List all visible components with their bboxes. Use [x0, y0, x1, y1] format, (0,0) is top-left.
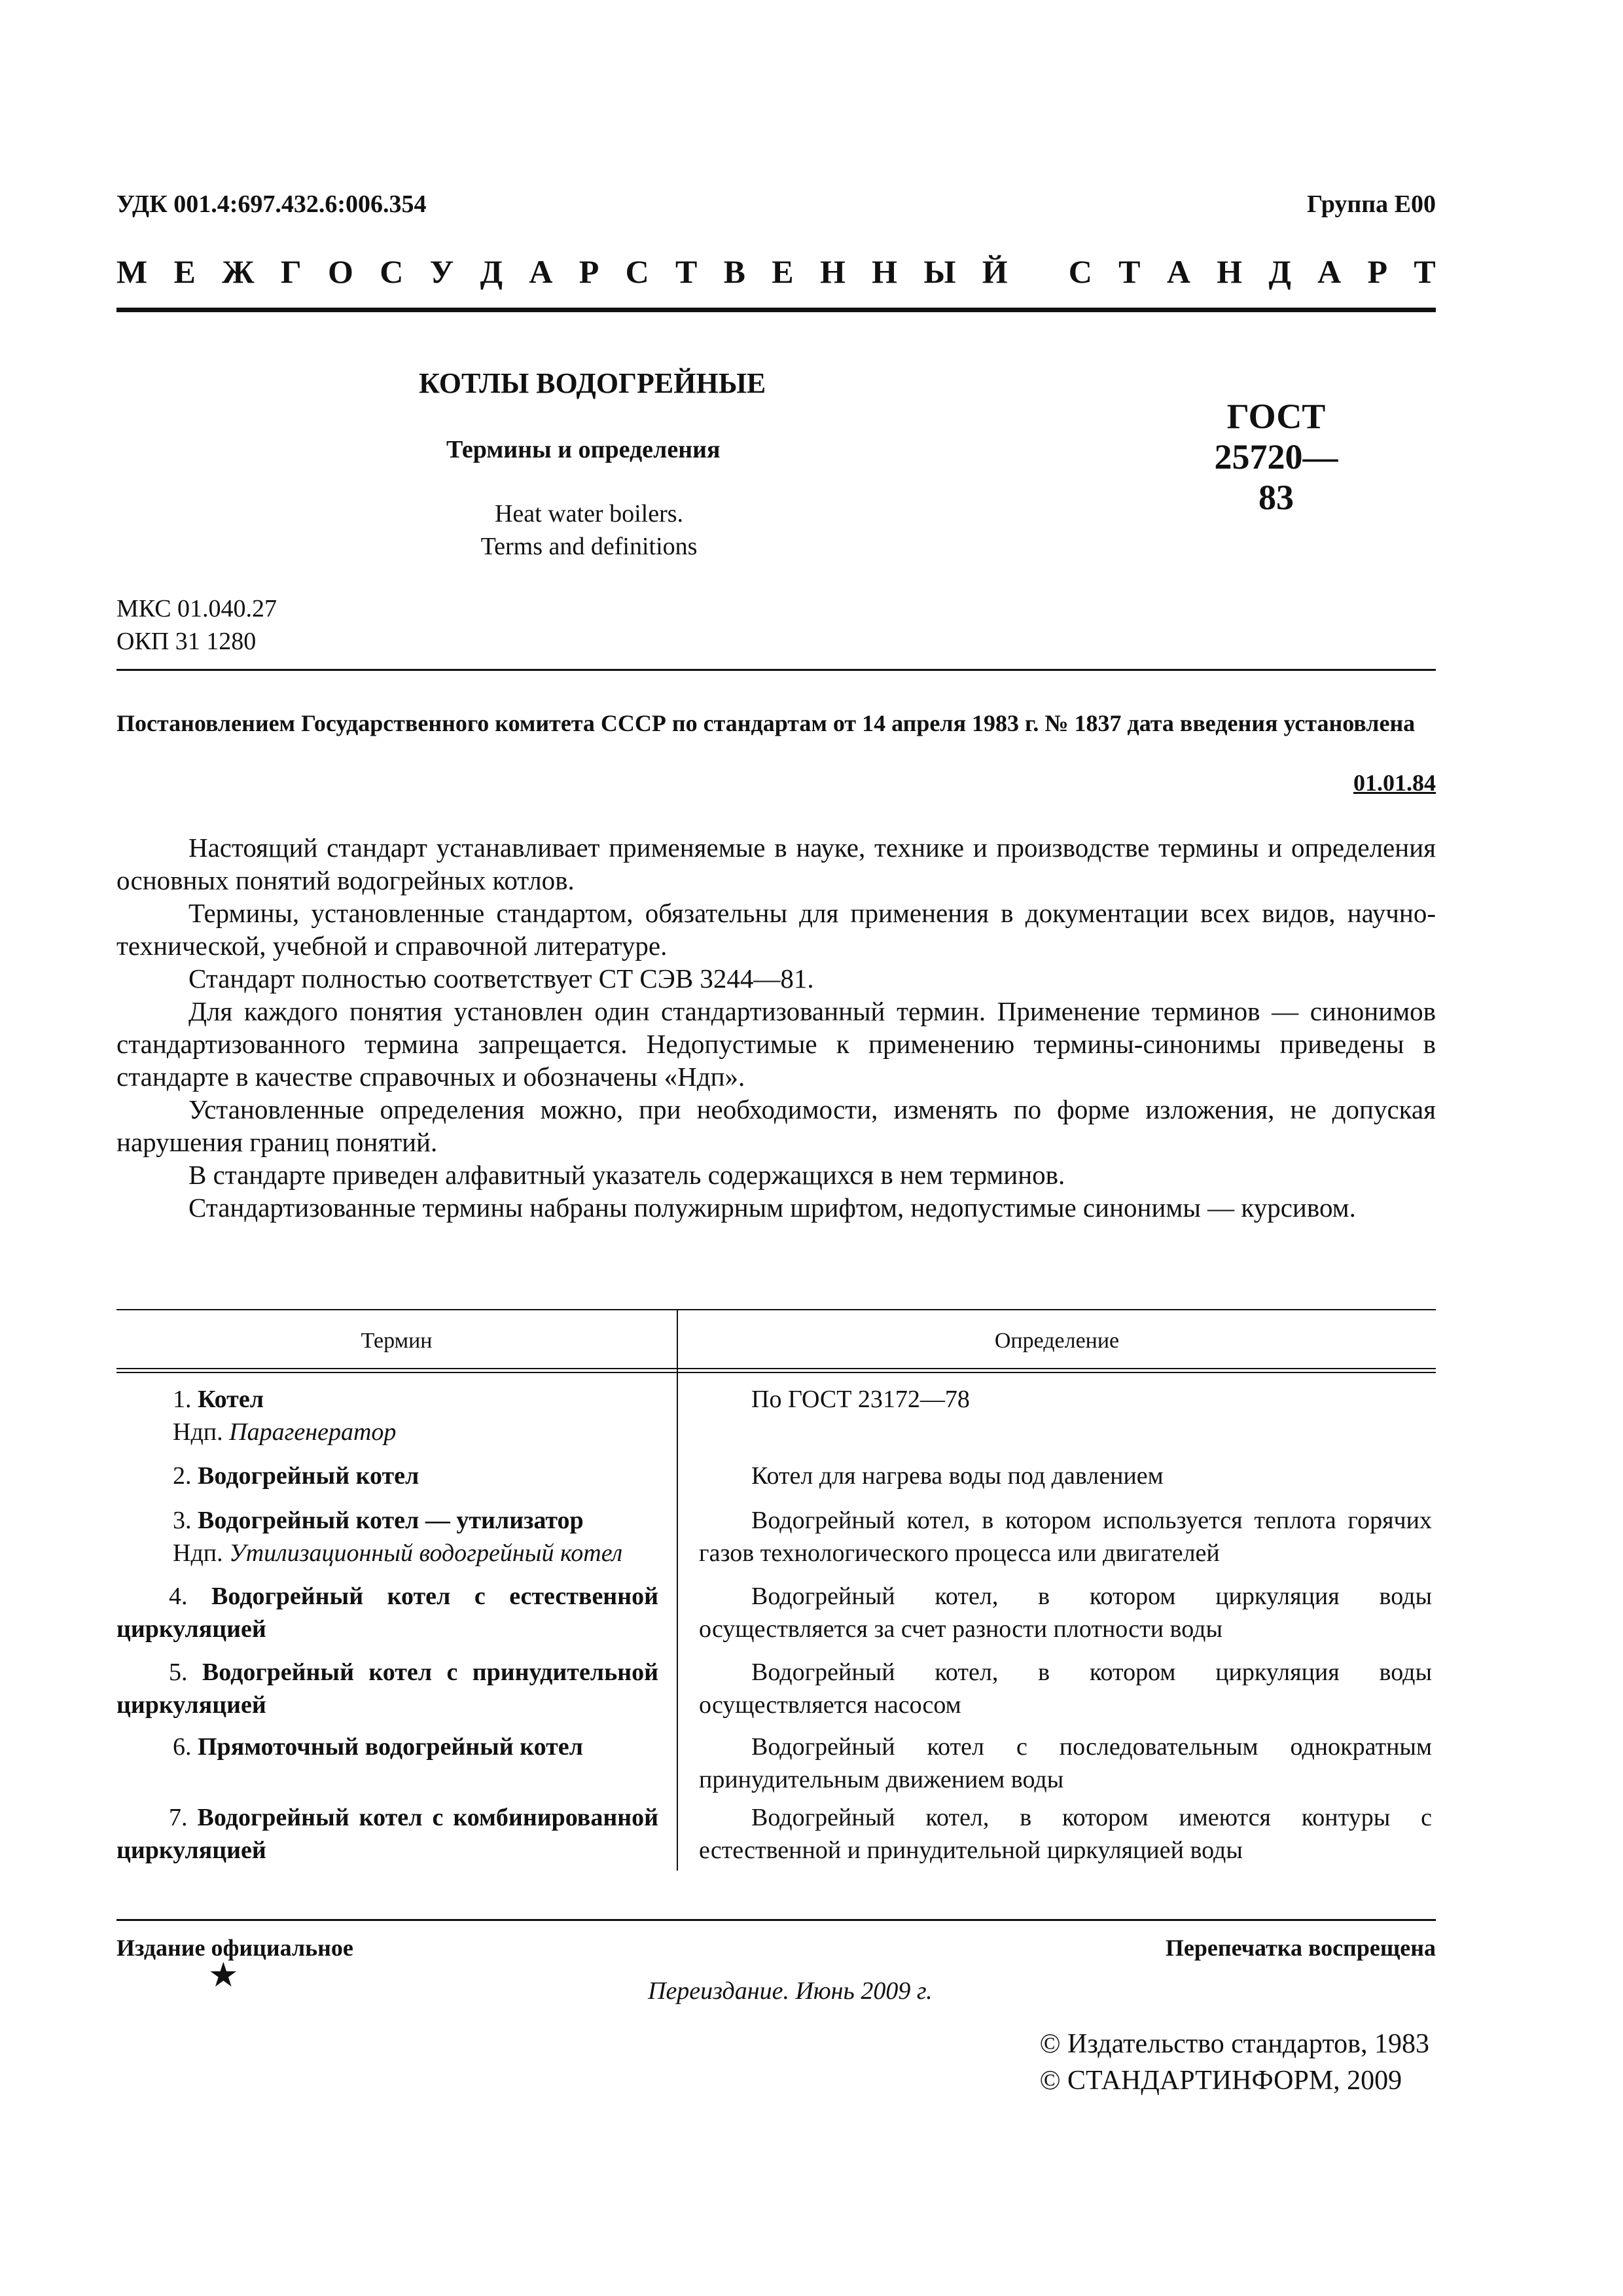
term-name: Котел: [198, 1386, 264, 1413]
star-icon: ★: [208, 1957, 239, 1994]
term-number: 5.: [169, 1659, 188, 1686]
banner-letter: Ж: [222, 253, 255, 290]
term-name: 4. Водогрейный котел с естественной циркуляцией: [116, 1583, 658, 1643]
term-number: 1.: [173, 1386, 192, 1413]
term-number: 6.: [173, 1733, 192, 1761]
table-row: [116, 1383, 658, 1448]
term-name: Водогрейный котел: [198, 1462, 419, 1490]
gost-code: 25720—83: [1214, 437, 1338, 517]
banner-letter: Н: [1217, 253, 1243, 290]
banner-letter: О: [328, 253, 353, 290]
group-code: Группа Е00: [1306, 190, 1436, 218]
footer-rule: [116, 1919, 1436, 1921]
banner-letter: Т: [1118, 253, 1141, 290]
banner-letter: С: [1068, 253, 1092, 290]
ndp-label: Ндп.: [173, 1418, 223, 1446]
banner-letter: Г: [280, 253, 302, 290]
term-number: 4.: [169, 1583, 188, 1610]
banner-letter: Р: [579, 253, 599, 290]
term-number: 3.: [173, 1507, 192, 1534]
term-definition: Водогрейный котел, в котором используется теплота горячих газов технологического процесса или двигателей: [699, 1507, 1432, 1567]
banner-letter: А: [529, 253, 553, 290]
ndp-synonym: Утилизационный водогрейный котел: [229, 1539, 623, 1567]
interstate-standard-banner: [116, 253, 1436, 291]
document-title: КОТЛЫ ВОДОГРЕЙНЫЕ: [419, 367, 766, 399]
classification-codes: [116, 592, 277, 658]
table-row: [116, 1460, 658, 1492]
table-header-rule-2: [116, 1372, 1436, 1373]
banner-letter: Т: [675, 253, 698, 290]
english-title-line2: Terms and definitions: [480, 533, 698, 560]
official-edition: Издание официальное: [116, 1935, 353, 1961]
banner-letter: Т: [1414, 253, 1436, 290]
term-definition: По ГОСТ 23172—78: [751, 1386, 970, 1413]
banner-letter: С: [380, 253, 404, 290]
ndp-label: Ндп.: [173, 1539, 223, 1567]
banner-letter: Е: [173, 253, 196, 290]
banner-letter: А: [1317, 253, 1342, 290]
banner-letter: Н: [872, 253, 898, 290]
english-title: [458, 497, 720, 563]
body-paragraph: В стандарте приведен алфавитный указатель содержащихся в нем терминов.: [188, 1160, 1065, 1190]
term-name: Водогрейный котел — утилизатор: [198, 1507, 584, 1534]
banner-letter: Д: [480, 253, 503, 290]
table-column-divider: [677, 1309, 678, 1871]
table-header-term: Термин: [361, 1329, 433, 1353]
reprint-prohibited: Перепечатка воспрещена: [1165, 1935, 1436, 1961]
table-header-rule: [116, 1368, 1436, 1369]
copyright-2009: © СТАНДАРТИНФОРМ, 2009: [1039, 2066, 1402, 2096]
term-definition: Котел для нагрева воды под давлением: [751, 1462, 1164, 1490]
banner-letter: Ы: [923, 253, 956, 290]
title-rule: [116, 669, 1436, 671]
mks-code: МКС 01.040.27: [116, 595, 277, 622]
introduction-body: [116, 831, 1436, 1224]
table-top-rule: [116, 1309, 1436, 1310]
ndp-synonym: Парагенератор: [229, 1418, 397, 1446]
banner-letter: А: [1166, 253, 1190, 290]
copyright-1983: © Издательство стандартов, 1983: [1039, 2029, 1429, 2059]
english-title-line1: Heat water boilers.: [494, 500, 684, 528]
banner-letter: Р: [1367, 253, 1388, 290]
term-definition: Водогрейный котел, в котором циркуляция воды осуществляется насосом: [699, 1659, 1432, 1719]
okp-code: ОКП 31 1280: [116, 628, 257, 655]
gost-label: ГОСТ: [1226, 397, 1326, 436]
document-subtitle: Термины и определения: [446, 436, 721, 463]
udk-code: УДК 001.4:697.432.6:006.354: [116, 190, 427, 218]
term-definition: Водогрейный котел, в котором циркуляция воды осуществляется за счет разности плотности воды: [699, 1583, 1432, 1643]
table-header-definition: Определение: [994, 1329, 1120, 1353]
table-row: [116, 1504, 658, 1570]
banner-letter: Д: [1268, 253, 1291, 290]
term-name: 7. Водогрейный котел с комбинированной циркуляцией: [116, 1804, 658, 1864]
body-paragraph: Настоящий стандарт устанавливает применяемые в науке, технике и производстве термины и определения основных понятий водогрейных котлов.: [116, 833, 1436, 895]
banner-letter: Н: [819, 253, 846, 290]
header-rule: [116, 308, 1436, 312]
body-paragraph: Стандартизованные термины набраны полужирным шрифтом, недопустимые синонимы — курсивом.: [188, 1193, 1356, 1223]
term-definition: Водогрейный котел с последовательным однократным принудительным движением воды: [699, 1733, 1432, 1793]
banner-letter: В: [723, 253, 745, 290]
term-definition: Водогрейный котел, в котором имеются контуры с естественной и принудительной циркуляцией воды: [699, 1804, 1432, 1864]
banner-letter: М: [116, 253, 148, 290]
banner-letter: Й: [982, 253, 1008, 290]
copyright-block: [1040, 2026, 1429, 2099]
resolution-text: Постановлением Государственного комитета СССР по стандартам от 14 апреля 1983 г. № 1837 дата введения установлена: [116, 710, 1416, 736]
reissue-note: Переиздание. Июнь 2009 г.: [648, 1977, 933, 2005]
term-number: 2.: [173, 1462, 192, 1490]
banner-letter: С: [625, 253, 649, 290]
body-paragraph: Стандарт полностью соответствует СТ СЭВ 3244—81.: [188, 963, 814, 994]
banner-letter: У: [429, 253, 454, 290]
term-number: 7.: [169, 1804, 188, 1831]
body-paragraph: Термины, установленные стандартом, обязательны для применения в документации всех видов, научно-технической, учебной и справочной литературе.: [116, 898, 1436, 961]
gost-number: [1198, 396, 1355, 518]
term-name: 5. Водогрейный котел с принудительной циркуляцией: [116, 1659, 659, 1719]
body-paragraph: Установленные определения можно, при необходимости, изменять по форме изложения, не допуская нарушения границ понятий.: [116, 1094, 1436, 1157]
introduction-date: 01.01.84: [1353, 770, 1436, 796]
body-paragraph: Для каждого понятия установлен один стандартизованный термин. Применение терминов — синонимов стандартизованного термина запрещается. Недопустимые к применению термины-синонимы приведены в стандарте в качестве справочных и обозначены «Ндп».: [116, 996, 1436, 1092]
banner-letter: Е: [772, 253, 794, 290]
table-row: [116, 1731, 658, 1763]
term-name: Прямоточный водогрейный котел: [198, 1733, 583, 1761]
banner-letter: [1034, 253, 1043, 291]
